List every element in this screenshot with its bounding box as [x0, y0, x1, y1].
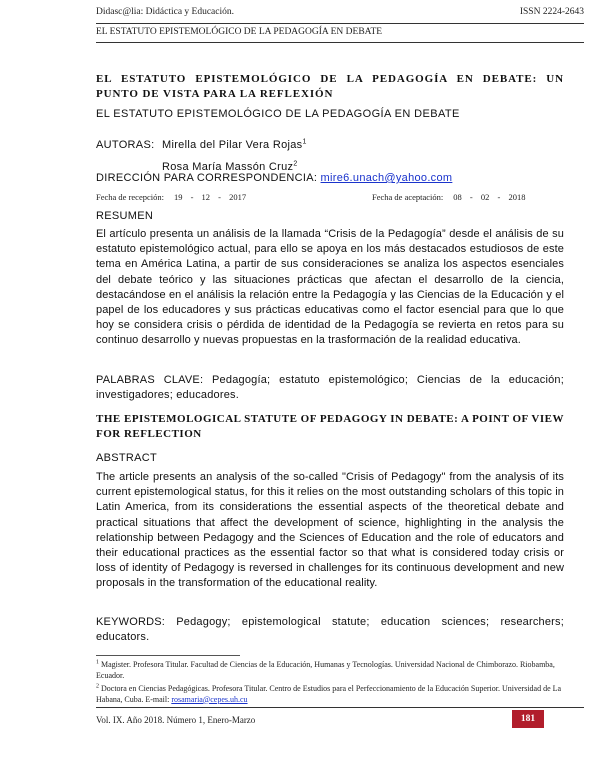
keywords: KEYWORDS: Pedagogy; epistemological statute; education sciences; researchers; educators. — [96, 616, 564, 644]
journal-name: Didasc@lia: Didáctica y Educación. — [96, 7, 235, 17]
running-title: EL ESTATUTO EPISTEMOLÓGICO DE LA PEDAGOGÍA EN DEBATE — [96, 27, 383, 37]
issn: ISSN 2224-2643 — [519, 7, 584, 17]
footer-rule — [96, 707, 584, 708]
volume-info: Vol. IX. Año 2018. Número 1, Enero-Marzo — [96, 715, 256, 725]
header-rule-top — [96, 23, 584, 24]
authors-label: AUTORAS: — [96, 139, 155, 151]
abstract-paragraph: The article presents an analysis of the so-called "Crisis of Pedagogy" from the analysis of its current epistemological status, for this it relies on the most outstanding scholars of this topic in Latin America, from its considerations the essential aspects of the theoretical debate and practical situations that affect the development of science, highlighting in the analysis the relationship between Pedagogy and the Sciences of Education and the role of educators and their educational practices as the essential factor so that what is considered today crisis or loss of identity of Pedagogy is reversed in challenges for its continuous development and new proposals in the transformation of the educational reality. — [96, 471, 564, 590]
article-title-es: EL ESTATUTO EPISTEMOLÓGICO DE LA PEDAGOGÍA EN DEBATE: UN PUNTO DE VISTA PARA LA REFLEXIÓN — [96, 73, 564, 100]
accepted-date: Fecha de aceptación: 08 - 02 - 2018 — [372, 192, 526, 202]
dates-line — [96, 192, 564, 206]
header-rule-bottom — [96, 42, 584, 43]
correspondence-email-link[interactable]: mire6.unach@yahoo.com — [320, 172, 453, 184]
resumen-heading: RESUMEN — [96, 210, 154, 222]
footnote-rule — [96, 655, 240, 656]
author-2: Rosa María Massón Cruz$^2$ — [162, 160, 298, 173]
abstract-heading: ABSTRACT — [96, 452, 158, 464]
author-1: Mirella del Pilar Vera Rojas$^1$ — [162, 138, 307, 151]
page-header — [96, 7, 584, 17]
footnote-2: $^2$ Doctora en Ciencias Pedagógicas. Profesora Titular. Centro de Estudios para el Perfeccionamiento de la Educación Superior. Universidad de La Habana, Cuba. E-mail: rosamaria@cepes.uh.cu — [96, 683, 562, 704]
footnote-2-email-link[interactable]: rosamaria@cepes.uh.cu — [171, 694, 248, 704]
footnote-1: $^1$ Magister. Profesora Titular. Facultad de Ciencias de la Educación, Humanas y Tecnologías. Universidad Nacional de Chimborazo. Riobamba, Ecuador. — [96, 659, 555, 680]
article-title-en: THE EPISTEMOLOGICAL STATUTE OF PEDAGOGY IN DEBATE: A POINT OF VIEW FOR REFLECTION — [96, 413, 564, 440]
author-1-footnote-mark[interactable]: 1 — [302, 138, 307, 146]
resumen-paragraph: El artículo presenta un análisis de la llamada “Crisis de la Pedagogía” desde el análisis de su estatuto epistemológico actual, para ello se apoya en los más destacados estudiosos de este tema en América Latina, a partir de sus consideraciones se analiza los aspectos esenciales del debate teórico y las situaciones prácticas que afectan el desarrollo de la ciencia, destacándose en el análisis la relación entre la Pedagogía y las Ciencias de la Educación y el papel de los educadores y sus prácticas educativas como el factor esencial para que lo que hoy se considera crisis o pérdida de identidad de la Pedagogía se revierta en retos para su continuo desarrollo y nuevas propuestas en la trasformación de la realidad educativa. — [96, 228, 564, 347]
article-short-title: EL ESTATUTO EPISTEMOLÓGICO DE LA PEDAGOGÍA EN DEBATE — [96, 108, 460, 120]
page-number-badge: 181 — [512, 710, 544, 728]
received-date: Fecha de recepción: 19 - 12 - 2017 — [96, 192, 247, 202]
author-2-footnote-mark[interactable]: 2 — [293, 160, 298, 168]
palabras-clave: PALABRAS CLAVE: Pedagogía; estatuto epistemológico; Ciencias de la educación; investigadores; educadores. — [96, 374, 564, 402]
correspondence-label: DIRECCIÓN PARA CORRESPONDENCIA: — [96, 172, 318, 184]
correspondence-line — [96, 172, 564, 184]
